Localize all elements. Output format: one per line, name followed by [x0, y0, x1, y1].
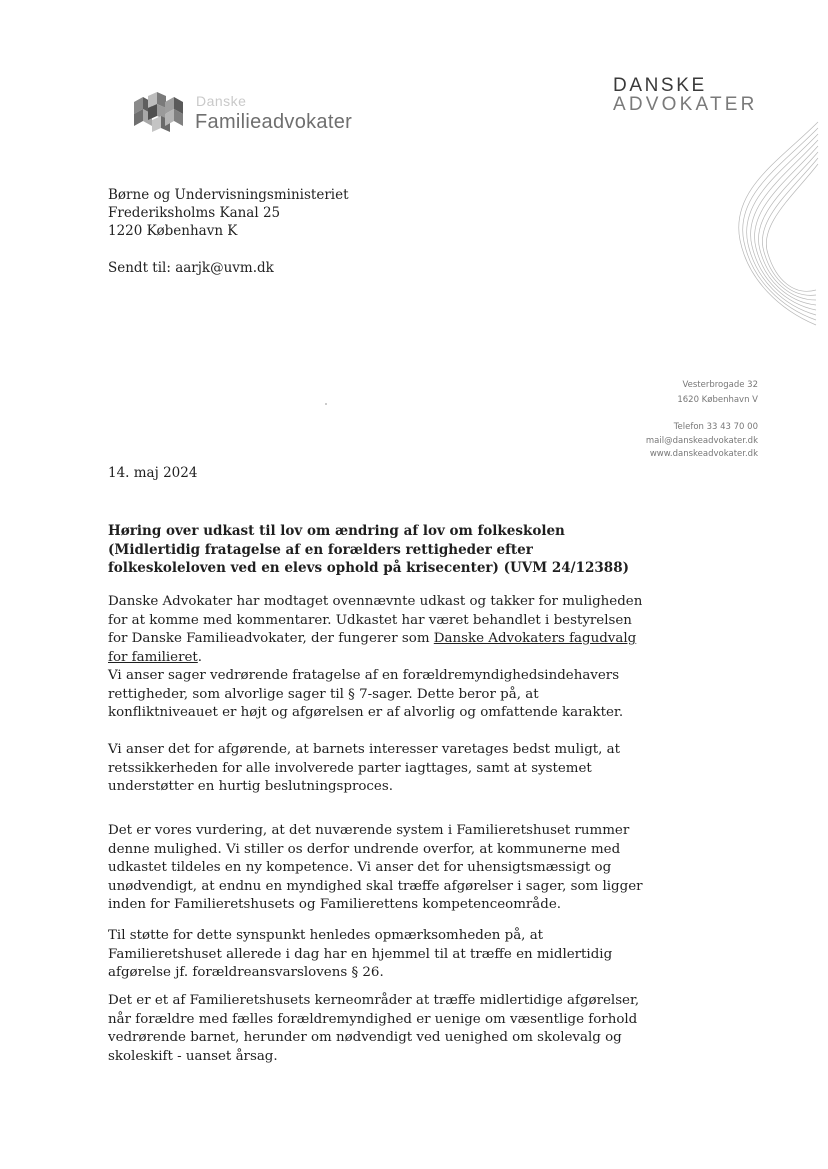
- paragraph-5: [108, 927, 648, 983]
- logo-danske-small: Danske: [196, 93, 247, 109]
- paragraph-5-text: Til støtte for dette synspunkt henledes opmærksomheden på, at Familieretshuset allerede i dag har en hjemmel til at træffe en midlertidig afgørelse jf. forældreansvarslovens § 26.: [108, 928, 613, 981]
- paragraph-2: [108, 667, 648, 723]
- recipient-street: Frederiksholms Kanal 25: [108, 205, 281, 221]
- paragraph-6-text: Det er et af Familieretshusets kerneområder at træffe midlertidige afgørelser, når forældre med fælles forældremyndighed er uenige om væsentlige forhold vedrørende barnet, herunder om nødvendigt ved uenighed om skolevalg og skoleskift - uanset årsag.: [108, 993, 640, 1064]
- sender-street: Vesterbrogade 32: [682, 380, 758, 390]
- decorative-swoosh-lines: [720, 120, 820, 330]
- paragraph-2-text: Vi anser sager vedrørende fratagelse af en forældremyndighedsindehavers rettigheder, som alvorlige sager til § 7-sager. Dette beror på, at konfliktniveauet er højt og afgørelsen er af alvorlig og omfattende karakter.: [108, 668, 624, 721]
- sender-web[interactable]: www.danskeadvokater.dk: [649, 449, 758, 459]
- paragraph-1-end: .: [197, 649, 203, 665]
- logo-danske: DANSKE: [613, 75, 707, 96]
- letter-date: 14. maj 2024: [108, 465, 198, 481]
- subject-heading: Høring over udkast til lov om ændring af lov om folkeskolen (Midlertidig fratagelse af en forælders rettigheder efter folkeskoleloven ved en elevs ophold på krisecenter) (UVM 24/12388): [108, 523, 629, 576]
- recipient-city: 1220 København K: [108, 223, 238, 239]
- familieadvokater-logo-mark: [132, 92, 184, 134]
- paragraph-4: [108, 822, 648, 915]
- scan-speck: [325, 403, 327, 405]
- paragraph-3-text: Vi anser det for afgørende, at barnets interesser varetages bedst muligt, at retssikkerheden for alle involverede parter iagttages, samt at systemet understøtter en hurtig beslutningsproces.: [108, 742, 621, 795]
- paragraph-1: [108, 593, 648, 667]
- recipient-name: Børne og Undervisningsministeriet: [108, 187, 349, 203]
- logo-advokater: ADVOKATER: [613, 94, 758, 115]
- logo-familieadvokater: Familieadvokater: [195, 111, 353, 133]
- sender-city: 1620 København V: [677, 395, 758, 405]
- sent-to: Sendt til: aarjk@uvm.dk: [108, 260, 274, 276]
- fagudvalg-link[interactable]: Danske Advokaters fagudvalg for familieret: [108, 631, 637, 665]
- sender-email[interactable]: mail@danskeadvokater.dk: [645, 436, 758, 446]
- sender-phone: Telefon 33 43 70 00: [673, 422, 758, 432]
- paragraph-4-text: Det er vores vurdering, at det nuværende system i Familieretshuset rummer denne mulighed. Vi stiller os derfor undrende overfor, at kommunerne med udkastet tildeles en ny kompetence. Vi anser det for uhensigtsmæssigt og unødvendigt, at endnu en myndighed skal træffe afgørelser i sager, som ligger inden for Familieretshusets og Familierettens kompetenceområde.: [108, 823, 643, 913]
- paragraph-1-text: Danske Advokater har modtaget ovennævnte udkast og takker for muligheden for at komme med kommentarer. Udkastet har været behandlet i bestyrelsen for Danske Familieadvokater, der fungerer som: [108, 594, 643, 647]
- paragraph-3: [108, 741, 648, 797]
- paragraph-6: [108, 992, 648, 1066]
